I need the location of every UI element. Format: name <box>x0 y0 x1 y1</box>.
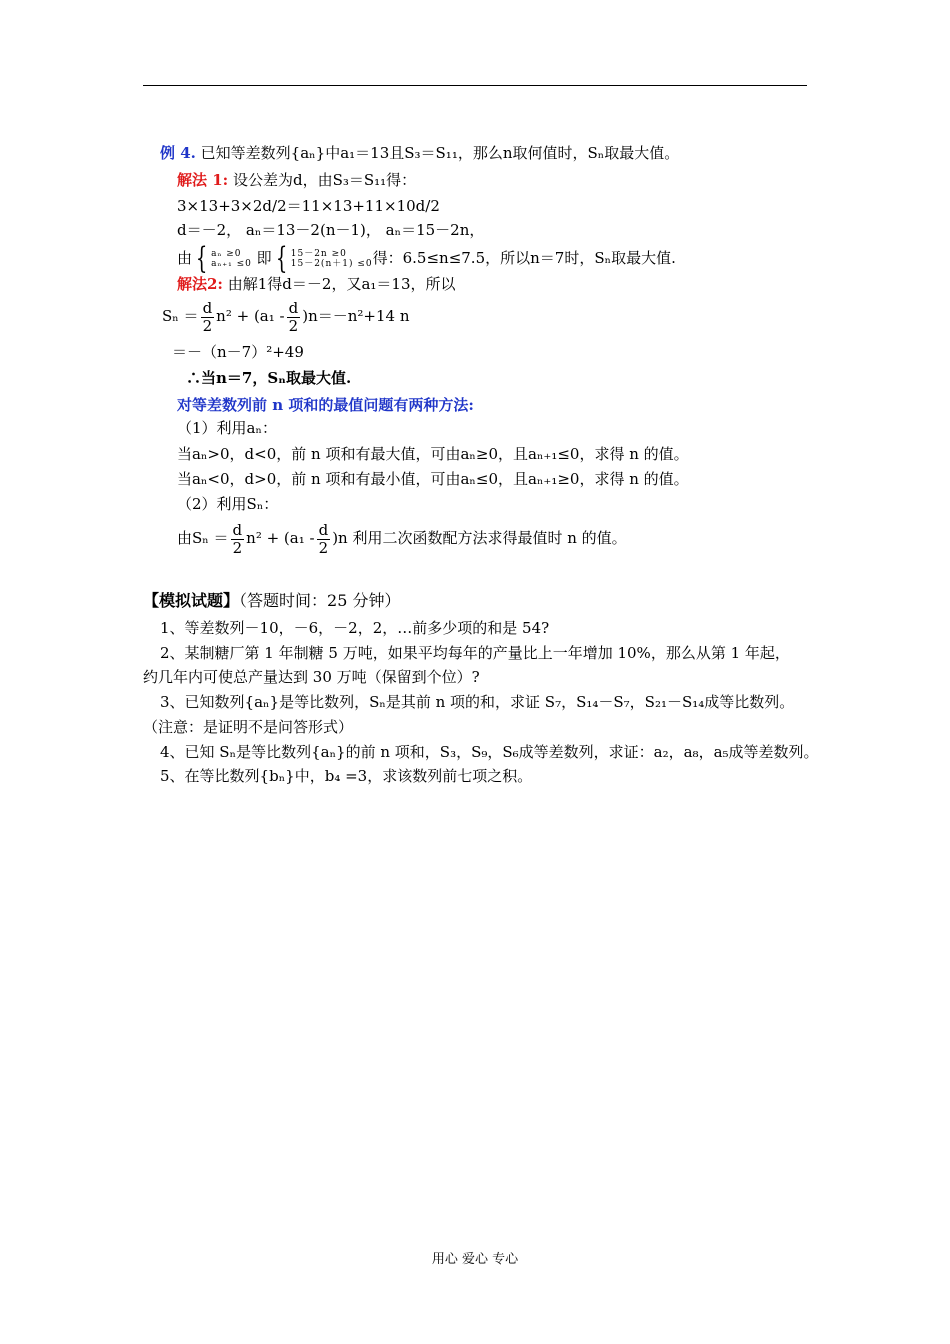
fraction-numerator: d <box>288 298 299 317</box>
header-rule <box>143 85 807 86</box>
method2-line2: ＝－（n－7）²+49 <box>172 343 304 361</box>
system-1-row-2: aₙ₊₁ ≤0 <box>211 259 252 269</box>
item2-prefix: 由Sₙ ＝ <box>177 529 229 547</box>
method2-intro-line <box>177 274 456 294</box>
method1-eq3 <box>177 241 676 276</box>
exercise-q3-line2: （注意：是证明不是问答形式） <box>143 718 354 736</box>
sn-label: Sₙ <box>162 307 179 325</box>
system-2-row-2: 15－2(n＋1) ≤0 <box>290 259 373 269</box>
method1-eq2: d＝－2， aₙ＝13－2(n－1)， aₙ＝15－2n， <box>177 221 485 239</box>
fraction-denominator: 2 <box>232 538 243 557</box>
item2-mid: n² + (a₁ - <box>246 529 315 547</box>
method1-intro: 设公差为d，由S₃＝S₁₁得： <box>232 171 417 189</box>
exercises-time-note: （答题时间：25 分钟） <box>239 591 401 610</box>
exercise-q2-line1: 2、某制糖厂第 1 年制糖 5 万吨，如果平均每年的产量比上一年增加 10%，那么从第 1 年起， <box>160 644 790 662</box>
example4-title: 例 4. <box>160 144 196 162</box>
fraction-d-over-2 <box>201 300 215 335</box>
method2-tag: 解法2: <box>177 275 223 293</box>
method1-intro-line <box>177 170 416 190</box>
fraction-denominator: 2 <box>202 316 213 335</box>
fraction-d-over-2 <box>317 522 331 557</box>
summary-item1: （1）利用aₙ： <box>177 419 277 437</box>
exercise-q3-line1: 3、已知数列{aₙ}是等比数列，Sₙ是其前 n 项的和，求证 S₇，S₁₄－S₇，S₂₁－S₁₄成等比数列。 <box>160 693 795 711</box>
fraction-d-over-2 <box>287 300 301 335</box>
example4-problem <box>160 143 679 163</box>
method1-eq3-suffix: 得：6.5≤n≤7.5，所以n＝7时，Sₙ取最大值. <box>372 249 676 267</box>
method1-eq3-mid: 即 <box>256 249 272 267</box>
exercises-heading: 【模拟试题】 <box>143 591 240 610</box>
method2-conclusion: ∴当n＝7，Sₙ取最大值. <box>186 369 352 387</box>
method2-formula <box>162 296 410 336</box>
system-2 <box>291 249 373 269</box>
example4-text: 已知等差数列{aₙ}中a₁＝13且S₃＝S₁₁，那么n取何值时，Sₙ取最大值。 <box>200 144 680 162</box>
page-footer: 用心 爱心 专心 <box>431 1252 519 1267</box>
method2-intro: 由解1得d＝－2，又a₁＝13，所以 <box>227 275 456 293</box>
summary-item1-line1: 当aₙ>0，d<0，前 n 项和有最大值，可由aₙ≥0，且aₙ₊₁≤0，求得 n 的值。 <box>177 445 689 463</box>
method1-tag: 解法 1: <box>177 171 229 189</box>
method1-eq3-prefix: 由 <box>177 249 193 267</box>
left-brace-icon: { <box>275 241 287 276</box>
exercise-q5: 5、在等比数列{bₙ}中，b₄ =3，求该数列前七项之积。 <box>160 767 533 785</box>
exercise-q2-line2: 约几年内可使总产量达到 30 万吨（保留到个位）? <box>143 668 480 686</box>
fraction-numerator: d <box>202 298 213 317</box>
fraction-numerator: d <box>318 520 329 539</box>
exercise-q1: 1、等差数列－10，－6，－2，2，…前多少项的和是 54? <box>160 619 550 637</box>
item2-suffix: )n 利用二次函数配方法求得最值时 n 的值。 <box>332 529 627 547</box>
exercises-heading-line <box>143 591 400 611</box>
left-brace-icon: { <box>195 241 208 276</box>
formula-part-b: n² + (a₁ - <box>216 307 285 325</box>
equals-sign: ＝ <box>183 307 199 325</box>
summary-item2: （2）利用Sₙ： <box>177 495 279 513</box>
exercise-q4: 4、已知 Sₙ是等比数列{aₙ}的前 n 项和，S₃，S₉，S₆成等差数列，求证：a₂，a₈，a₅成等差数列。 <box>160 743 819 761</box>
fraction-numerator: d <box>232 520 243 539</box>
fraction-d-over-2 <box>231 522 245 557</box>
fraction-denominator: 2 <box>318 538 329 557</box>
summary-heading: 对等差数列前 n 项和的最值问题有两种方法: <box>177 396 474 414</box>
system-2-row-1: 15－2n ≥0 <box>290 249 347 259</box>
system-1 <box>211 249 252 269</box>
formula-part-c: )n＝－n²+14 n <box>302 307 410 325</box>
summary-item2-formula <box>177 518 627 558</box>
summary-item1-line2: 当aₙ<0，d>0，前 n 项和有最小值，可由aₙ≤0，且aₙ₊₁≥0，求得 n 的值。 <box>177 470 689 488</box>
system-1-row-1: aₙ ≥0 <box>211 249 242 259</box>
fraction-denominator: 2 <box>288 316 299 335</box>
method1-eq1: 3×13+3×2d/2＝11×13+11×10d/2 <box>177 197 440 215</box>
